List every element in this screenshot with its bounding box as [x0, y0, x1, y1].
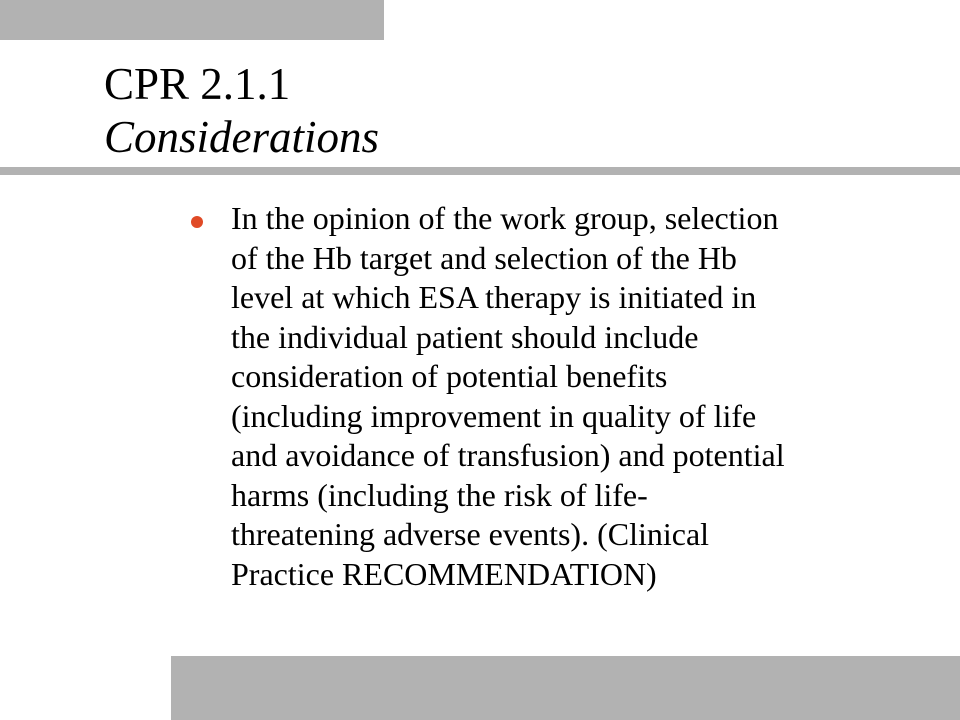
title-divider	[0, 167, 960, 175]
bullet-text	[231, 199, 891, 594]
slide-subtitle: Considerations	[104, 112, 380, 162]
bullet-line: (including improvement in quality of life	[231, 397, 757, 434]
slide-title: CPR 2.1.1	[104, 59, 291, 109]
bullet-line: the individual patient should include	[231, 318, 699, 355]
bullet-line: In the opinion of the work group, selection	[231, 200, 779, 236]
bullet-line: level at which ESA therapy is initiated in	[231, 279, 757, 315]
bullet-line: Practice RECOMMENDATION)	[231, 555, 657, 592]
top-decorative-bar	[0, 0, 384, 40]
bottom-decorative-block	[171, 656, 960, 720]
bullet-dot-icon	[191, 216, 203, 228]
bullet-line: consideration of potential benefits	[231, 358, 668, 394]
bullet-line: threatening adverse events). (Clinical	[231, 516, 710, 552]
bullet-line: harms (including the risk of life-	[231, 476, 648, 513]
bullet-line: of the Hb target and selection of the Hb	[231, 239, 737, 276]
bullet-line: and avoidance of transfusion) and potential	[231, 437, 785, 473]
